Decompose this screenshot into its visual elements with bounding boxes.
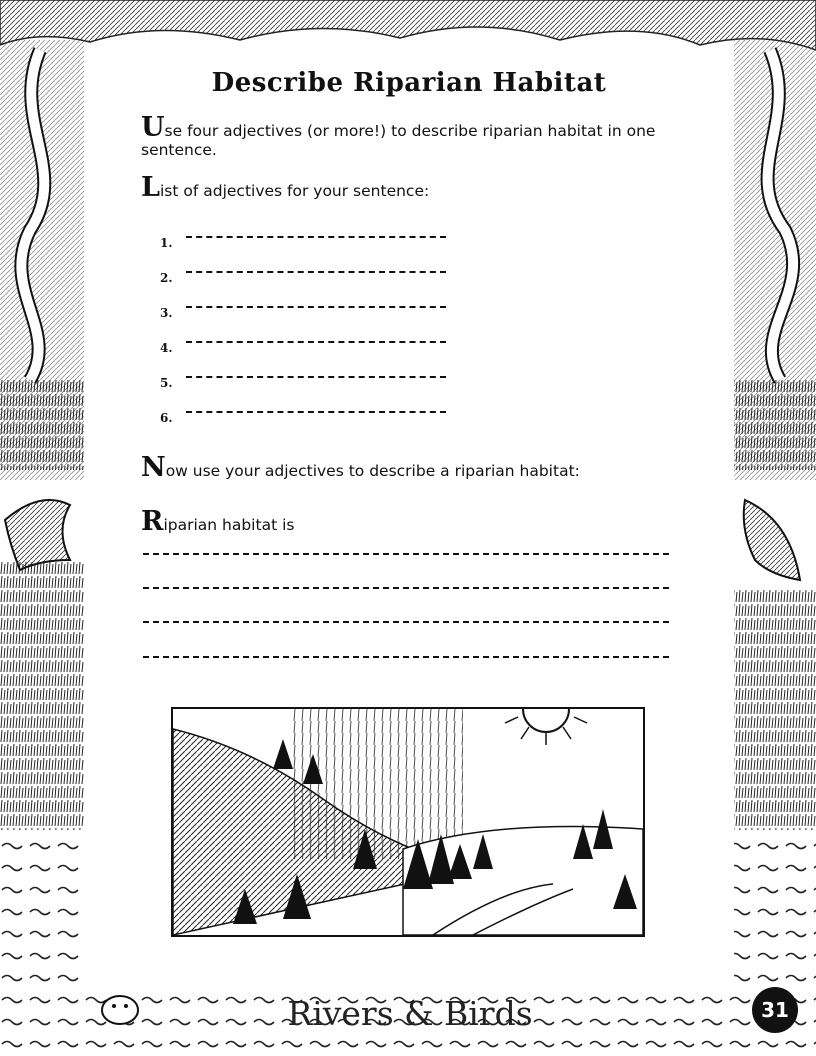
list-prompt-body: ist of adjectives for your sentence:: [159, 182, 430, 200]
list-prompt-dropcap: L: [141, 172, 160, 203]
mountain-river-forest-icon: [173, 709, 643, 935]
blank-number: 3.: [160, 306, 173, 320]
page-number-badge: 31: [752, 987, 798, 1033]
blank-line[interactable]: [186, 376, 446, 378]
instruction-dropcap: U: [141, 112, 165, 143]
writing-line[interactable]: [143, 587, 669, 589]
blank-number: 6.: [160, 411, 173, 425]
blank-line[interactable]: [186, 411, 446, 413]
page-title: Describe Riparian Habitat: [211, 68, 607, 98]
sentence-start: [141, 506, 681, 537]
blank-number: 4.: [160, 341, 173, 355]
book-title: Rivers & Birds: [287, 994, 533, 1033]
blank-number: 2.: [160, 271, 173, 285]
writing-line[interactable]: [143, 656, 669, 658]
list-prompt: [141, 172, 681, 203]
blank-line[interactable]: [186, 236, 446, 238]
now-prompt: [141, 452, 681, 483]
now-prompt-body: ow use your adjectives to describe a riparian habitat:: [165, 462, 580, 480]
blank-line[interactable]: [186, 306, 446, 308]
landscape-illustration: [171, 707, 645, 937]
writing-line[interactable]: [143, 553, 669, 555]
blank-number: 1.: [160, 236, 173, 250]
instruction-text: [141, 112, 681, 160]
now-prompt-dropcap: N: [141, 452, 166, 483]
sentence-dropcap: R: [141, 506, 164, 537]
instruction-body: se four adjectives (or more!) to describe riparian habitat in one sentence.: [141, 122, 656, 159]
writing-line[interactable]: [143, 621, 669, 623]
blank-line[interactable]: [186, 271, 446, 273]
blank-number: 5.: [160, 376, 173, 390]
blank-line[interactable]: [186, 341, 446, 343]
sentence-body: iparian habitat is: [163, 516, 295, 534]
